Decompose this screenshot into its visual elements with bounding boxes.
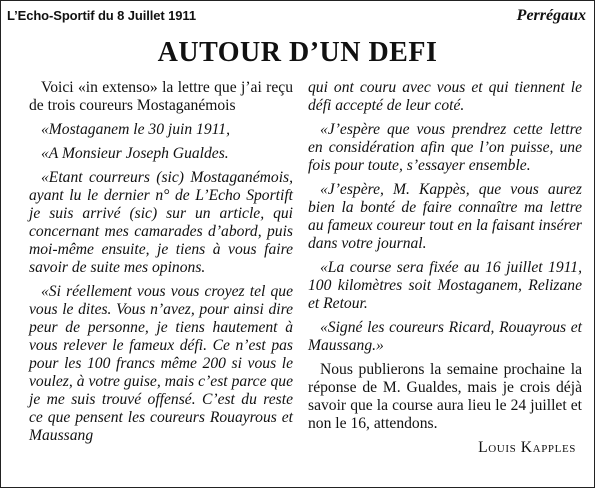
- letter-salutation: «A Monsieur Joseph Gualdes.: [41, 145, 229, 162]
- letter-signatories: «Signé les coureurs Ricard, Rouayrous et Maussang.»: [308, 319, 582, 354]
- article-headline: AUTOUR D’UN DEFI: [157, 37, 438, 68]
- source-line: L’Echo-Sportif du 8 Juillet 1911: [7, 8, 196, 23]
- paragraph-closing: Nous publierons la semaine prochaine la réponse de M. Gualdes, mais je crois déjà savoir que la course aura lieu le 24 juillet et non le 16, attendons.: [308, 361, 582, 432]
- letter-paragraph: «Si réellement vous vous croyez tel que vous le dites. Vous n’avez, pour ainsi dire peur de personne, je tiens hautement à vous relever le fameux défi. Ce n’est pas pour les 100 francs même 200 si vous le voulez, à votre guise, mais c’est parce que je me suis trouvé offensé. C’est du reste ce que pensent les coureurs Rouayrous et Maussang: [29, 283, 293, 444]
- author-signature: Louis Kapples: [478, 439, 576, 456]
- letter-paragraph: «J’espère que vous prendrez cette lettre en considération afin que l’on puisse, une fois pour toute, s’essayer ensemble.: [308, 121, 582, 174]
- letter-paragraph: «Etant courreurs (sic) Mostaganémois, ayant lu le dernier n° de L’Echo Sportift je suis arrivé (sic) sur un article, qui concernant mes camarades d’abord, puis moi-même ensuite, je tiens à vous faire savoir de suite mes opinons.: [29, 169, 293, 276]
- article-column-right: [308, 79, 582, 463]
- letter-date: «Mostaganem le 30 juin 1911,: [41, 121, 230, 138]
- location-label: Perrégaux: [516, 7, 586, 24]
- letter-paragraph: «J’espère, M. Kappès, que vous aurez bien la bonté de faire connaître ma lettre au fameux coureur tout en la faisant insérer dans votre journal.: [308, 181, 582, 252]
- letter-paragraph: «La course sera fixée au 16 juillet 1911, 100 kilomètres soit Mostaganem, Relizane et Retour.: [308, 259, 582, 312]
- letter-paragraph: qui ont couru avec vous et qui tiennent le défi accepté de leur coté.: [308, 79, 582, 114]
- paragraph-intro: Voici «in extenso» la lettre que j’ai reçu de trois coureurs Mostaganémois: [29, 79, 293, 114]
- article-column-left: [29, 79, 293, 451]
